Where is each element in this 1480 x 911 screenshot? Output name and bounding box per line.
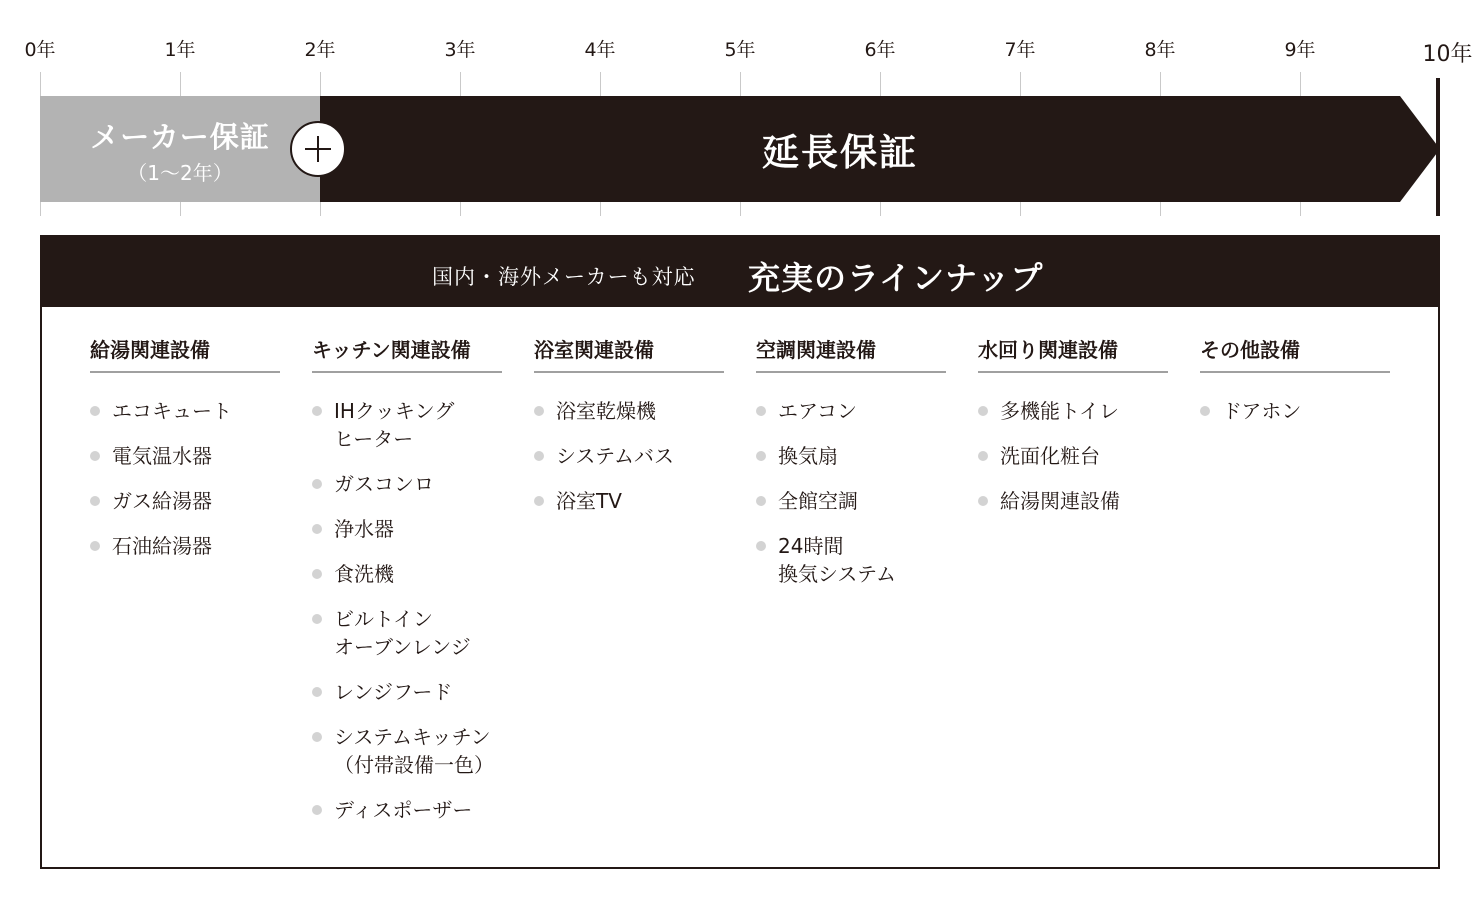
year-tick (460, 202, 461, 216)
bullet-icon (312, 805, 322, 815)
plus-circle-icon (290, 121, 346, 177)
year-tick (40, 202, 41, 216)
equipment-item (534, 442, 724, 470)
equipment-item (90, 397, 280, 425)
bullet-icon (312, 569, 322, 579)
lineup-note: 国内・海外メーカーも対応 (432, 265, 696, 289)
equipment-item-label: ガス給湯器 (112, 489, 212, 513)
bullet-icon (312, 732, 322, 742)
bullet-icon (534, 451, 544, 461)
year-label: 10年 (1422, 42, 1473, 67)
bullet-icon (90, 451, 100, 461)
equipment-item-label: 洗面化粧台 (1000, 444, 1100, 468)
category-title: その他設備 (1200, 335, 1390, 373)
equipment-item-label: 多機能トイレ (1000, 399, 1119, 423)
category-column (978, 335, 1168, 515)
year-tick (320, 72, 321, 96)
bullet-icon (756, 451, 766, 461)
lineup-panel (40, 235, 1440, 869)
category-column (90, 335, 280, 560)
equipment-item (1200, 397, 1390, 425)
equipment-item-label: ディスポーザー (334, 798, 473, 822)
lineup-header (42, 237, 1438, 307)
bullet-icon (1200, 406, 1210, 416)
equipment-item-label: 電気温水器 (112, 444, 212, 468)
year-label: 0年 (24, 39, 56, 61)
year-label: 9年 (1284, 39, 1316, 61)
bullet-icon (534, 406, 544, 416)
equipment-item (978, 487, 1168, 515)
bullet-icon (978, 496, 988, 506)
equipment-item-label: 食洗機 (334, 562, 394, 586)
equipment-item (312, 723, 502, 779)
bullet-icon (756, 406, 766, 416)
year-tick (740, 72, 741, 96)
year-label: 6年 (864, 39, 896, 61)
year-tick (1160, 202, 1161, 216)
category-title: 空調関連設備 (756, 335, 946, 373)
extended-warranty-title: 延長保証 (762, 131, 918, 174)
year-label: 3年 (444, 39, 476, 61)
year-tick (180, 72, 181, 96)
equipment-item-label: 給湯関連設備 (1000, 489, 1120, 513)
equipment-item (90, 532, 280, 560)
maker-warranty-title: メーカー保証 (90, 120, 270, 154)
equipment-item (534, 397, 724, 425)
year-tick (1300, 72, 1301, 96)
year-tick (880, 72, 881, 96)
year-label: 7年 (1004, 39, 1036, 61)
year-label: 1年 (164, 39, 196, 61)
year-tick (1160, 72, 1161, 96)
equipment-item-label: 換気扇 (778, 444, 838, 468)
equipment-item (90, 442, 280, 470)
equipment-item-label: ドアホン (1222, 399, 1302, 423)
equipment-item-label: エコキュート (112, 399, 232, 423)
equipment-item-label: IHクッキング ヒーター (334, 399, 455, 451)
bullet-icon (90, 406, 100, 416)
lineup-title: 充実のラインナップ (748, 259, 1044, 297)
bullet-icon (312, 479, 322, 489)
equipment-item (312, 560, 502, 588)
year-tick (740, 202, 741, 216)
bullet-icon (312, 524, 322, 534)
equipment-item (312, 796, 502, 824)
equipment-item-label: 24時間 換気システム (778, 534, 896, 586)
year-tick (1020, 72, 1021, 96)
year-tick (460, 72, 461, 96)
category-title: 水回り関連設備 (978, 335, 1168, 373)
equipment-item (312, 470, 502, 498)
category-title: 浴室関連設備 (534, 335, 724, 373)
equipment-item-label: 浴室TV (556, 489, 622, 513)
equipment-item (312, 678, 502, 706)
bullet-icon (756, 541, 766, 551)
equipment-item-label: システムキッチン （付帯設備一色） (334, 725, 494, 777)
equipment-item-label: 全館空調 (778, 489, 858, 513)
category-column (1200, 335, 1390, 425)
year-label: 4年 (584, 39, 616, 61)
equipment-item (312, 397, 502, 453)
equipment-item-label: システムバス (556, 444, 674, 468)
equipment-item-label: 浄水器 (334, 517, 394, 541)
year-label: 2年 (304, 39, 336, 61)
year-tick (1020, 202, 1021, 216)
year-tick (180, 202, 181, 216)
equipment-item (756, 532, 946, 588)
equipment-item (312, 515, 502, 543)
year-tick (320, 202, 321, 216)
equipment-item-label: ガスコンロ (334, 472, 434, 496)
bullet-icon (312, 614, 322, 624)
ten-year-end-line (1436, 78, 1440, 216)
equipment-item (756, 442, 946, 470)
category-title: キッチン関連設備 (312, 335, 502, 373)
equipment-item (534, 487, 724, 515)
bullet-icon (756, 496, 766, 506)
equipment-item (978, 397, 1168, 425)
year-tick (600, 202, 601, 216)
equipment-item (756, 487, 946, 515)
equipment-item (90, 487, 280, 515)
equipment-item (312, 605, 502, 661)
bullet-icon (90, 541, 100, 551)
equipment-item-label: エアコン (778, 399, 857, 423)
warranty-timeline (0, 0, 1480, 230)
year-label: 8年 (1144, 39, 1176, 61)
category-column (756, 335, 946, 588)
equipment-item-label: ビルトイン オーブンレンジ (334, 607, 471, 659)
category-column (312, 335, 502, 824)
bullet-icon (534, 496, 544, 506)
equipment-item (756, 397, 946, 425)
bullet-icon (90, 496, 100, 506)
equipment-item-label: レンジフード (334, 680, 453, 704)
bullet-icon (978, 451, 988, 461)
bullet-icon (312, 687, 322, 697)
year-tick (880, 202, 881, 216)
bullet-icon (312, 406, 322, 416)
equipment-item (978, 442, 1168, 470)
equipment-item-label: 石油給湯器 (112, 534, 212, 558)
equipment-item-label: 浴室乾燥機 (556, 399, 656, 423)
category-column (534, 335, 724, 515)
year-tick (1300, 202, 1301, 216)
category-title: 給湯関連設備 (90, 335, 280, 373)
year-tick (600, 72, 601, 96)
maker-warranty-period: （1〜2年） (127, 161, 233, 185)
bullet-icon (978, 406, 988, 416)
year-label: 5年 (724, 39, 756, 61)
year-tick (40, 72, 41, 96)
